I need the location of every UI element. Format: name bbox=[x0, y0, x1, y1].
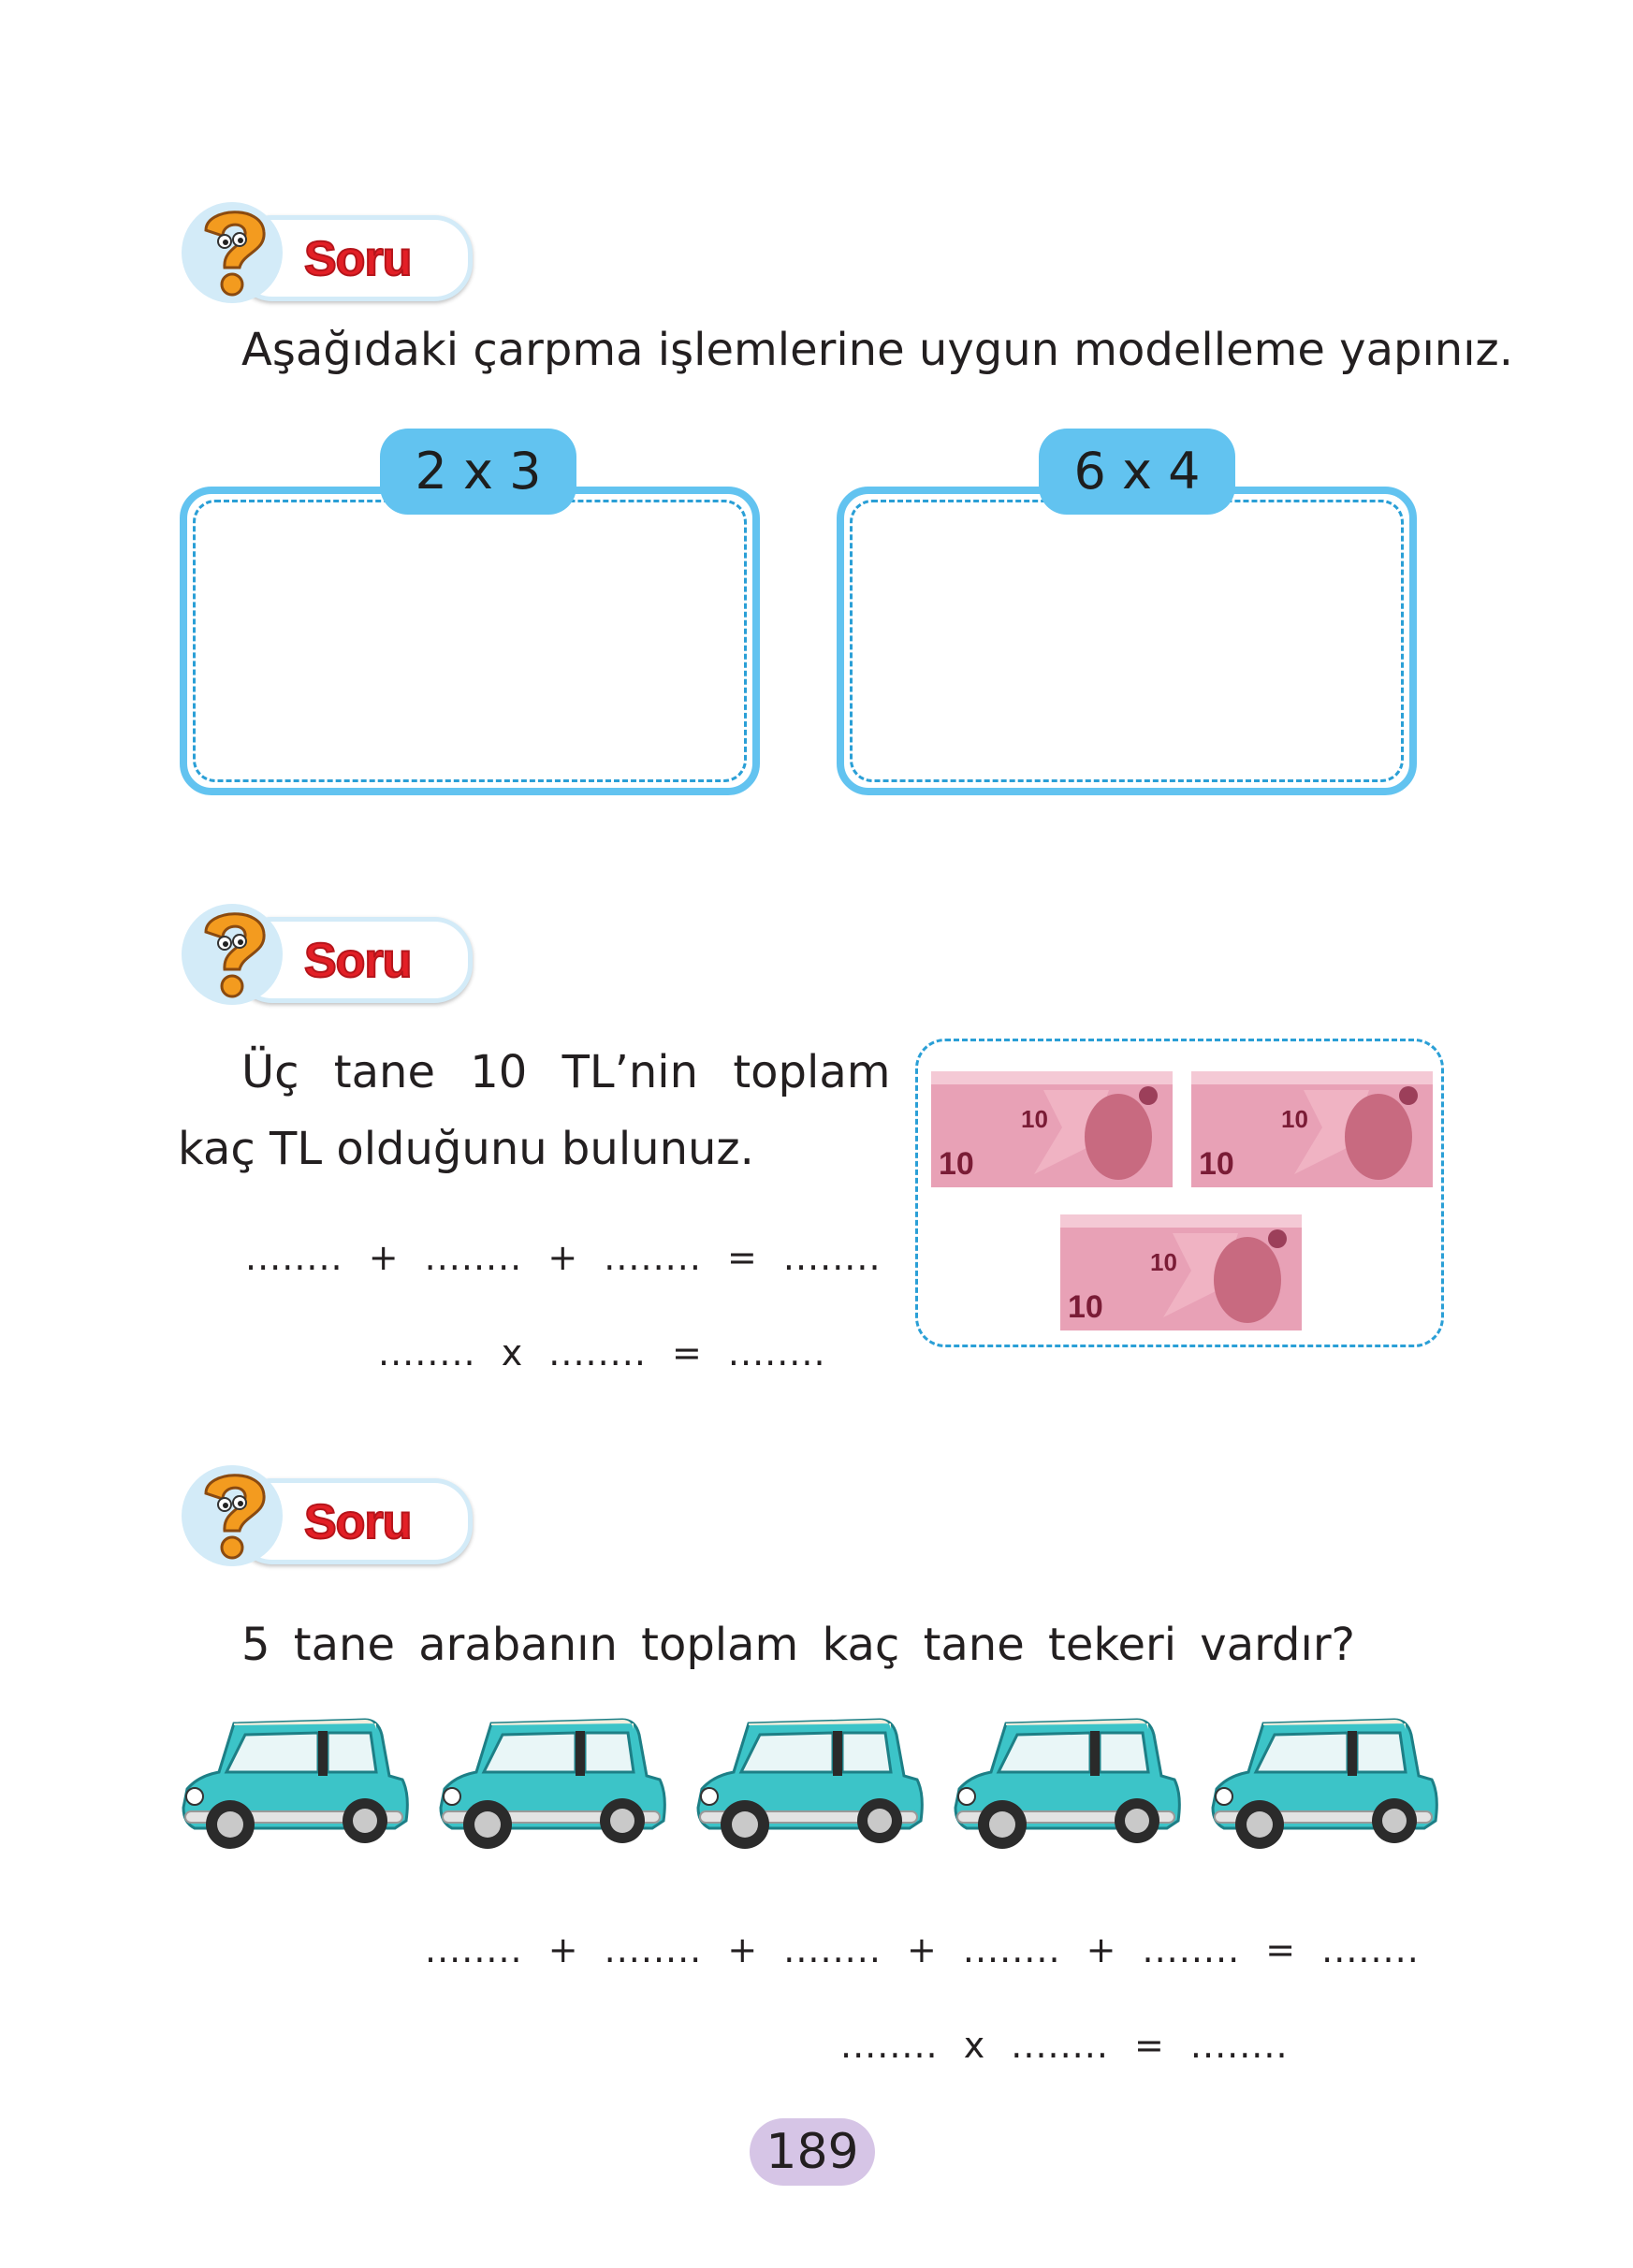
addition-blanks[interactable]: ........ + ........ + ........ + ........ + ........ = ........ bbox=[425, 1929, 1420, 1970]
banknote-panel bbox=[915, 1039, 1444, 1347]
soru-badge-3 bbox=[178, 1458, 477, 1568]
soru-badge-2 bbox=[178, 896, 477, 1007]
question-text-3: 5 tane arabanın toplam kaç tane tekeri vardır? bbox=[241, 1619, 1356, 1671]
question-mark-mascot-icon bbox=[178, 896, 288, 1007]
banknote-value: 10 bbox=[939, 1146, 974, 1182]
soru-label: Soru bbox=[304, 934, 412, 988]
banknote-10tl bbox=[931, 1071, 1173, 1187]
banknote-10tl bbox=[1060, 1214, 1302, 1330]
model-box-2x3[interactable] bbox=[180, 487, 760, 795]
multiplication-blanks[interactable]: ........ x ........ = ........ bbox=[840, 2025, 1289, 2066]
banknote-10tl bbox=[1191, 1071, 1433, 1187]
banknote-value: 10 bbox=[1199, 1146, 1234, 1182]
question-text-2b: kaç TL olduğunu bulunuz. bbox=[178, 1123, 754, 1175]
banknote-center-value: 10 bbox=[1150, 1248, 1177, 1276]
soru-badge-1 bbox=[178, 195, 477, 305]
page-number: 189 bbox=[750, 2118, 875, 2186]
addition-blanks[interactable]: ........ + ........ + ........ = ........ bbox=[245, 1237, 882, 1278]
car-icon bbox=[693, 1710, 926, 1860]
banknote-center-value: 10 bbox=[1281, 1105, 1308, 1133]
model-box-label: 2 x 3 bbox=[380, 429, 576, 515]
question-text-2a: Üç tane 10 TL’nin toplam bbox=[241, 1046, 891, 1098]
soru-label: Soru bbox=[304, 1495, 412, 1549]
model-box-6x4[interactable] bbox=[837, 487, 1417, 795]
car-icon bbox=[435, 1710, 669, 1860]
question-text-1: Aşağıdaki çarpma işlemlerine uygun modelleme yapınız. bbox=[241, 324, 1513, 376]
soru-label: Soru bbox=[304, 232, 412, 286]
multiplication-blanks[interactable]: ........ x ........ = ........ bbox=[378, 1332, 826, 1374]
banknote-value: 10 bbox=[1068, 1289, 1103, 1325]
question-mark-mascot-icon bbox=[178, 195, 288, 305]
model-box-label: 6 x 4 bbox=[1039, 429, 1235, 515]
question-mark-mascot-icon bbox=[178, 1458, 288, 1568]
car-icon bbox=[1207, 1710, 1441, 1860]
car-icon bbox=[950, 1710, 1184, 1860]
car-icon bbox=[178, 1710, 412, 1860]
banknote-center-value: 10 bbox=[1021, 1105, 1048, 1133]
